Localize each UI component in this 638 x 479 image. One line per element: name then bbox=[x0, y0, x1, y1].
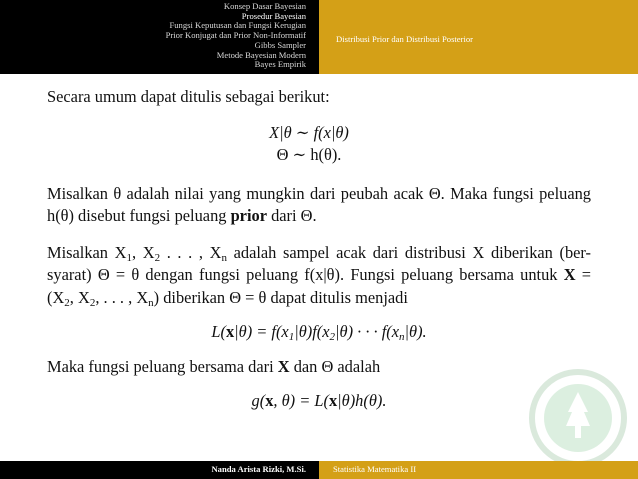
equation-joint-likelihood bbox=[47, 321, 591, 344]
paragraph-joint bbox=[47, 356, 591, 379]
equation-block-1 bbox=[47, 122, 591, 167]
equation-likelihood: X|θ ∼ f(x|θ) bbox=[269, 122, 349, 142]
equation-prior-text: Θ ∼ h(θ). bbox=[276, 145, 342, 164]
nav-item-prosedur-bayesian[interactable]: Prosedur Bayesian bbox=[241, 10, 306, 21]
university-logo-watermark bbox=[528, 368, 628, 468]
prior-keyword: prior bbox=[230, 206, 267, 225]
equation-joint-density bbox=[47, 390, 591, 413]
math-segment: g( bbox=[251, 391, 266, 410]
nav-item-bayes-empirik[interactable]: Bayes Empirik bbox=[254, 59, 306, 70]
subscript: 2 bbox=[329, 331, 336, 343]
subscript: 2 bbox=[154, 251, 161, 264]
text-segment: , X bbox=[131, 242, 155, 262]
text-segment: = (X bbox=[47, 265, 592, 307]
subscript: n bbox=[148, 296, 154, 309]
math-segment: |θ)h(θ). bbox=[337, 391, 387, 410]
footer-course: Statistika Matematika II bbox=[333, 464, 417, 474]
text-segment: dan Θ adalah bbox=[289, 356, 381, 376]
paragraph-prior-text: Misalkan θ adalah nilai yang mungkin dari peubah acak Θ. Maka fungsi peluang h(θ) disebut fungsi peluang bbox=[47, 183, 591, 225]
subscript: 1 bbox=[288, 331, 295, 343]
text-segment: ) diberikan Θ = θ dapat ditulis menjadi bbox=[153, 287, 408, 307]
bold-vector-x: x bbox=[265, 391, 274, 410]
math-segment: |θ) · · · f(x bbox=[335, 322, 400, 341]
subscript: 2 bbox=[64, 296, 70, 309]
bold-vector-x: x bbox=[225, 322, 235, 341]
nav-item-metode-modern[interactable]: Metode Bayesian Modern bbox=[216, 49, 306, 60]
subscript: 2 bbox=[89, 296, 96, 309]
math-segment: |θ). bbox=[404, 322, 427, 341]
text-segment: adalah sampel acak dari distribusi X diberikan (ber-syarat) Θ = θ dengan fungsi peluang f(x|θ). Fungsi peluang bersama untuk bbox=[47, 242, 592, 284]
text-segment: , . . . , X bbox=[95, 287, 149, 307]
text-segment: Maka fungsi peluang bersama dari bbox=[47, 356, 278, 376]
section-nav-list bbox=[166, 2, 306, 70]
intro-text: Secara umum dapat ditulis sebagai berikut: bbox=[47, 87, 330, 106]
subsection-panel bbox=[319, 0, 638, 74]
text-segment: Misalkan X bbox=[47, 242, 127, 262]
math-segment: , θ) = L( bbox=[273, 391, 329, 410]
paragraph-prior-end: dari Θ. bbox=[266, 206, 317, 225]
header-bar bbox=[0, 0, 638, 74]
math-segment: L( bbox=[211, 322, 226, 341]
subscript: 1 bbox=[126, 251, 132, 264]
bold-vector-x: X bbox=[277, 356, 290, 376]
text-segment: , X bbox=[69, 287, 90, 307]
footer-author-panel bbox=[0, 461, 319, 479]
paragraph-prior bbox=[47, 183, 591, 228]
text-segment: . . . , X bbox=[160, 242, 222, 262]
math-segment: |θ) = f(x bbox=[234, 322, 289, 341]
nav-panel bbox=[0, 0, 319, 74]
footer-course-panel bbox=[319, 461, 638, 479]
nav-item-fungsi-keputusan[interactable]: Fungsi Keputusan dan Fungsi Kerugian bbox=[169, 20, 306, 31]
bold-vector-x: x bbox=[328, 391, 338, 410]
nav-item-konsep-dasar[interactable]: Konsep Dasar Bayesian bbox=[223, 1, 306, 11]
nav-item-prior-konjugat[interactable]: Prior Konjugat dan Prior Non-Informatif bbox=[165, 30, 306, 41]
nav-item-gibbs-sampler[interactable]: Gibbs Sampler bbox=[254, 39, 306, 50]
subscript: n bbox=[399, 331, 405, 343]
footer-bar bbox=[0, 461, 638, 479]
subscript: n bbox=[221, 251, 227, 264]
slide-content bbox=[47, 86, 591, 413]
paragraph-sample bbox=[47, 242, 591, 310]
subsection-title[interactable]: Distribusi Prior dan Distribusi Posterior bbox=[336, 34, 474, 44]
bold-vector-x: X bbox=[563, 265, 576, 284]
footer-author: Nanda Arista Rizki, M.Si. bbox=[211, 464, 306, 474]
equation-prior bbox=[47, 144, 591, 167]
math-segment: |θ)f(x bbox=[294, 322, 330, 341]
